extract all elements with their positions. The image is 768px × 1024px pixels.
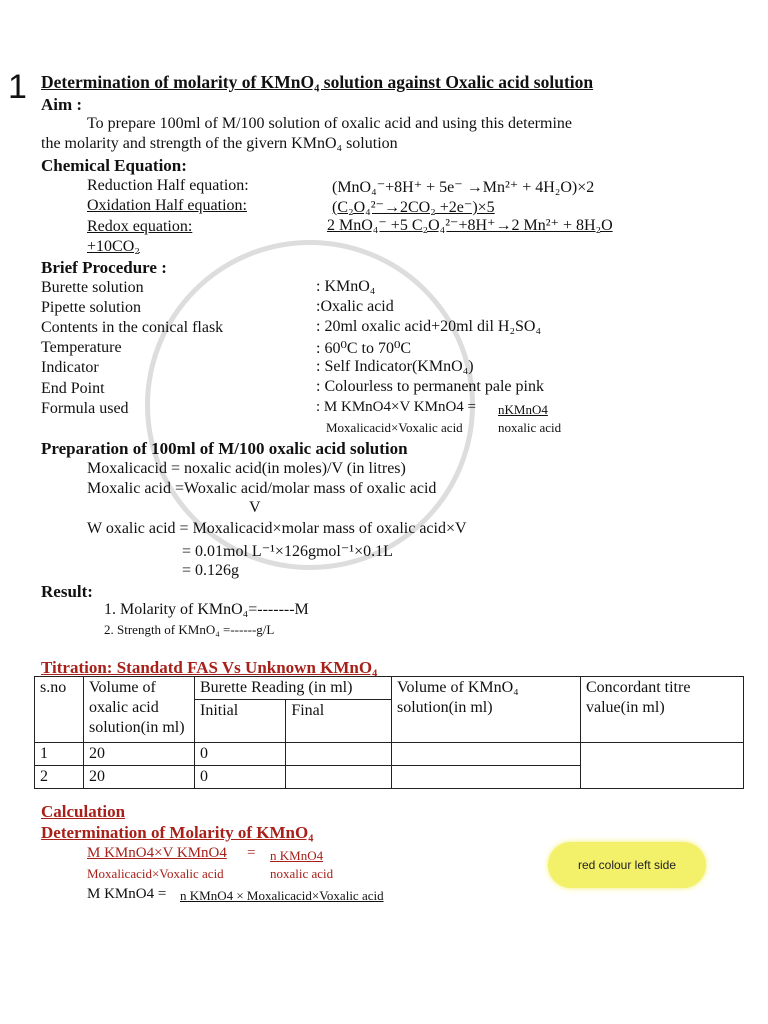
preparation-line-1: Moxalicacid = noxalic acid(in moles)/V (in litres) <box>87 460 406 477</box>
row-volume-kmno4 <box>392 743 581 766</box>
header-burette-reading: Burette Reading (in ml) <box>195 677 392 700</box>
calc-numerator-right: n KMnO4 <box>270 848 324 863</box>
reduction-label: Reduction Half equation: <box>87 177 249 194</box>
formula-numerator: : M KMnO4×V KMnO4 = <box>316 399 476 415</box>
header-concordant: Concordant titre value(in ml) <box>581 677 744 743</box>
header-final: Final <box>286 700 392 743</box>
procedure-label-indicator: Indicator <box>41 359 99 376</box>
procedure-label-temperature: Temperature <box>41 339 122 356</box>
row-sno: 1 <box>35 743 84 766</box>
oxidation-label: Oxidation Half equation: <box>87 197 247 214</box>
procedure-label-endpoint: End Point <box>41 380 105 397</box>
procedure-value-flask: : 20ml oxalic acid+20ml dil H₂SO₄ <box>316 318 542 335</box>
row-initial: 0 <box>195 743 286 766</box>
redox-label: Redox equation: <box>87 218 193 235</box>
header-initial: Initial <box>195 700 286 743</box>
calc-denominator-right: noxalic acid <box>270 866 334 881</box>
redox-equation-cont: +10CO₂ <box>87 238 140 255</box>
result-heading: Result: <box>41 582 93 601</box>
titration-heading: Titration: Standatd FAS Vs Unknown KMnO₄ <box>41 658 378 677</box>
reduction-equation: (MnO₄⁻+8H⁺ + 5e⁻ →Mn²⁺ + 4H₂O)×2 <box>332 179 595 196</box>
result-item-2: 2. Strength of KMnO₄ =------g/L <box>104 622 275 637</box>
formula-label: Formula used <box>41 400 129 417</box>
highlight-note: red colour left side <box>548 842 706 888</box>
page-title: Determination of molarity of KMnO₄ solution against Oxalic acid solution <box>41 72 594 92</box>
formula-rhs-denominator: noxalic acid <box>498 420 562 435</box>
row-volume: 20 <box>84 743 195 766</box>
preparation-heading: Preparation of 100ml of M/100 oxalic acid solution <box>41 439 408 458</box>
procedure-value-burette: : KMnO₄ <box>316 278 376 295</box>
preparation-line-4: = 0.01mol L⁻¹×126gmol⁻¹×0.1L <box>182 543 393 560</box>
formula-rhs-numerator: nKMnO4 <box>498 402 548 417</box>
row-volume-kmno4 <box>392 766 581 789</box>
aim-line-1: To prepare 100ml of M/100 solution of oxalic acid and using this determine <box>87 115 572 132</box>
procedure-value-indicator: : Self Indicator(KMnO₄) <box>316 358 474 375</box>
preparation-line-2: Moxalic acid =Woxalic acid/molar mass of oxalic acid <box>87 480 437 497</box>
row-concordant <box>581 743 744 789</box>
table-row <box>35 743 744 766</box>
page-number: 1 <box>8 68 27 106</box>
procedure-label-burette: Burette solution <box>41 279 144 296</box>
procedure-heading: Brief Procedure : <box>41 258 167 277</box>
procedure-label-flask: Contents in the conical flask <box>41 319 224 336</box>
header-sno: s.no <box>35 677 84 743</box>
preparation-line-2-denominator: V <box>249 499 261 516</box>
row-initial: 0 <box>195 766 286 789</box>
redox-equation: 2 MnO₄⁻ +5 C₂O₄²⁻+8H⁺→2 Mn²⁺ + 8H₂O <box>327 217 613 234</box>
procedure-value-pipette: :Oxalic acid <box>316 298 394 315</box>
aim-heading: Aim : <box>41 95 83 114</box>
header-volume-oxalic: Volume of oxalic acid solution(in ml) <box>84 677 195 743</box>
procedure-label-pipette: Pipette solution <box>41 299 141 316</box>
chem-eq-heading: Chemical Equation: <box>41 156 187 175</box>
result-item-1: 1. Molarity of KMnO₄=-------M <box>104 601 309 618</box>
row-final <box>286 766 392 789</box>
aim-line-2: the molarity and strength of the givern KMnO₄ solution <box>41 135 398 152</box>
row-final <box>286 743 392 766</box>
titration-table <box>34 676 744 789</box>
header-volume-kmno4: Volume of KMnO₄ solution(in ml) <box>392 677 581 743</box>
calc-denominator-left: Moxalicacid×Voxalic acid <box>87 866 224 881</box>
oxidation-equation: (C₂O₄²⁻→2CO₂ +2e⁻)×5 <box>332 199 495 216</box>
row-volume: 20 <box>84 766 195 789</box>
calculation-subheading: Determination of Molarity of KMnO₄ <box>41 823 314 842</box>
calculation-heading: Calculation <box>41 802 126 821</box>
preparation-line-5: = 0.126g <box>182 562 240 579</box>
calc-equals: = <box>247 845 256 861</box>
formula-denominator: Moxalicacid×Voxalic acid <box>326 420 463 435</box>
calc-formula-left: M KMnO4 = <box>87 886 167 902</box>
calc-formula-right: n KMnO4 × Moxalicacid×Voxalic acid <box>180 888 384 903</box>
row-sno: 2 <box>35 766 84 789</box>
procedure-value-endpoint: : Colourless to permanent pale pink <box>316 378 544 395</box>
preparation-line-3: W oxalic acid = Moxalicacid×molar mass of oxalic acid×V <box>87 520 467 537</box>
procedure-value-temperature: : 60⁰C to 70⁰C <box>316 340 412 357</box>
calc-numerator-left: M KMnO4×V KMnO4 <box>87 845 227 861</box>
